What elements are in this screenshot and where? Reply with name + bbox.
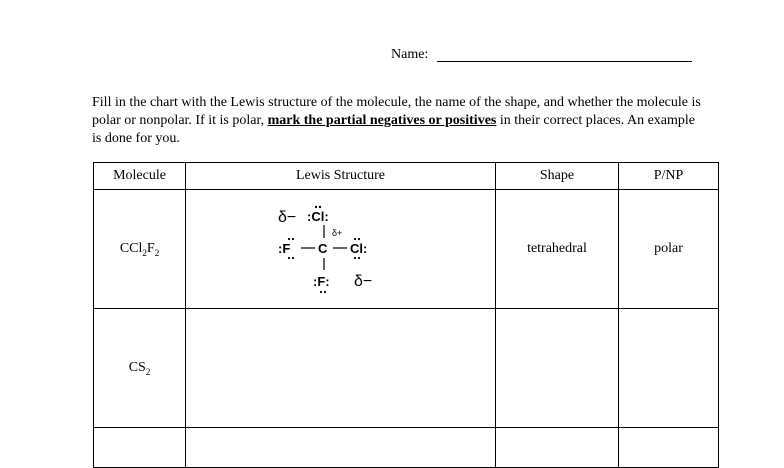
atom-f-left: :F — [277, 241, 290, 256]
polarity-cell: polar — [619, 190, 719, 309]
instructions-text-2: in their correct places. An example is done for you. — [92, 113, 695, 146]
shape-cell[interactable] — [496, 428, 619, 468]
name-label: Name: — [391, 47, 429, 62]
table-header-row — [94, 163, 719, 190]
atom-c-center: C — [317, 241, 327, 256]
instructions — [92, 94, 702, 148]
table-row — [94, 428, 719, 468]
lewis-structure-cell[interactable] — [186, 309, 496, 428]
instructions-text-1: Fill in the chart with the Lewis structure of the molecule, the name of the shape, and whether the molecule is polar or nonpolar. If it is polar, — [92, 95, 701, 128]
molecule-cell — [94, 309, 186, 428]
header-lewis-structure: Lewis Structure — [186, 163, 496, 190]
lewis-structure-diagram — [276, 194, 406, 304]
molecule-cell — [94, 428, 186, 468]
molecule-formula: $CCl_2F_2$ — [119, 240, 160, 258]
header-shape: Shape — [496, 163, 619, 190]
shape-cell[interactable] — [496, 309, 619, 428]
polarity-cell[interactable] — [619, 309, 719, 428]
table-row — [94, 190, 719, 309]
worksheet-table — [93, 162, 719, 468]
atom-f-bottom: :F: — [312, 274, 330, 289]
polarity-cell[interactable] — [619, 428, 719, 468]
partial-negative-top: δ− — [277, 209, 296, 226]
atom-cl-top: :Cl: — [306, 209, 329, 224]
table-row — [94, 309, 719, 428]
header-polarity: P/NP — [619, 163, 719, 190]
instructions-emphasis: mark the partial negatives or positives — [267, 113, 497, 128]
lewis-structure-cell — [186, 190, 496, 309]
atom-cl-right: Cl: — [349, 241, 367, 256]
name-blank-line[interactable] — [437, 61, 692, 62]
header-molecule: Molecule — [94, 163, 186, 190]
molecule-cell — [94, 190, 186, 309]
partial-positive-center: δ+ — [331, 228, 342, 238]
lewis-structure-cell[interactable] — [186, 428, 496, 468]
partial-negative-bottom: δ− — [353, 273, 372, 290]
shape-cell: tetrahedral — [496, 190, 619, 309]
molecule-formula: $CS_2$ — [128, 359, 151, 377]
